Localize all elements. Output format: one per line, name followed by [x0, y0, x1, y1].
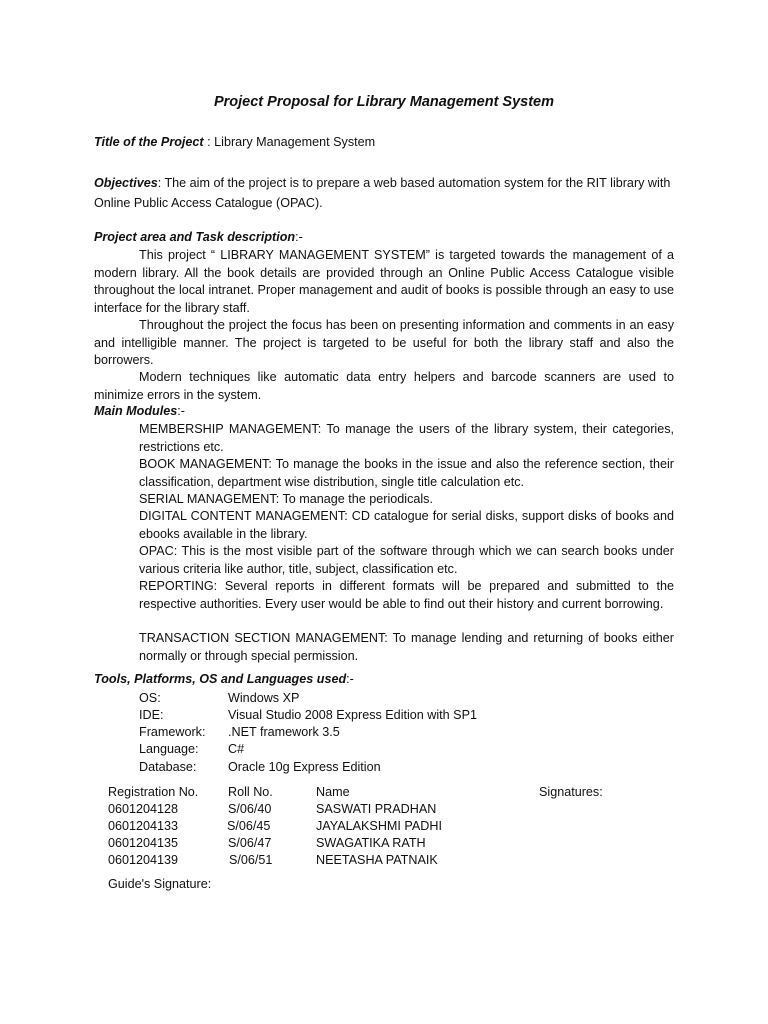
tool-key: IDE:	[139, 708, 164, 722]
name-cell: SWAGATIKA RATH	[316, 836, 426, 850]
modules-heading	[94, 404, 185, 418]
tool-key: OS:	[139, 691, 161, 705]
tool-key: Language:	[139, 742, 199, 756]
objectives-paragraph	[94, 173, 674, 213]
header-roll: Roll No.	[228, 785, 273, 799]
registration-cell: 0601204135	[108, 836, 179, 850]
name-cell: NEETASHA PATNAIK	[316, 853, 438, 867]
tool-value: Oracle 10g Express Edition	[228, 760, 381, 774]
project-title-value: : Library Management System	[203, 135, 376, 149]
tools-heading	[94, 672, 354, 686]
page-title: Project Proposal for Library Management System	[213, 94, 555, 110]
registration-cell: 0601204139	[108, 853, 179, 867]
module-digital-content: DIGITAL CONTENT MANAGEMENT: CD catalogue for serial disks, support disks of books and ebooks available in the library.	[139, 509, 674, 541]
tool-value: Windows XP	[228, 691, 300, 705]
modules-suffix: :-	[177, 404, 185, 418]
module-transaction: TRANSACTION SECTION MANAGEMENT: To manage lending and returning of books either normally or through special permission.	[139, 631, 674, 663]
roll-cell: S/06/47	[228, 836, 272, 850]
tool-key: Database:	[139, 760, 197, 774]
header-name: Name	[316, 785, 350, 799]
guide-signature-label: Guide's Signature:	[108, 877, 212, 891]
tools-suffix: :-	[346, 672, 354, 686]
header-signatures: Signatures:	[539, 785, 603, 799]
roll-cell: S/06/51	[229, 853, 273, 867]
objectives-text: : The aim of the project is to prepare a web based automation system for the RIT library with Online Public Access Catalogue (OPAC).	[94, 176, 671, 210]
tool-value: .NET framework 3.5	[228, 725, 340, 739]
task-description-suffix: :-	[295, 230, 303, 244]
name-cell: JAYALAKSHMI PADHI	[316, 819, 442, 833]
table-row	[0, 818, 768, 835]
tool-value: C#	[228, 742, 245, 756]
table-row	[0, 835, 768, 852]
task-description-heading	[94, 230, 303, 244]
task-paragraph-2: Throughout the project the focus has been on presenting information and comments in an easy and intelligible manner. The project is targeted to be useful for both the library staff and also the borrowers.	[94, 318, 674, 367]
tool-row-os	[139, 690, 639, 707]
roll-cell: S/06/45	[227, 819, 271, 833]
task-paragraph-3: Modern techniques like automatic data entry helpers and barcode scanners are used to minimize errors in the system.	[94, 370, 674, 402]
tool-row-framework	[139, 724, 639, 741]
task-description-label: Project area and Task description	[94, 230, 296, 244]
modules-label: Main Modules	[94, 404, 178, 418]
project-title-label: Title of the Project	[94, 135, 204, 149]
tool-row-ide	[139, 707, 639, 724]
project-title-line	[94, 135, 375, 149]
team-table-header	[0, 784, 768, 801]
name-cell: SASWATI PRADHAN	[316, 802, 437, 816]
tools-label: Tools, Platforms, OS and Languages used	[94, 672, 347, 686]
roll-cell: S/06/40	[228, 802, 272, 816]
table-row	[0, 801, 768, 818]
module-membership: MEMBERSHIP MANAGEMENT: To manage the users of the library system, their categories, restrictions etc.	[139, 422, 674, 454]
module-reporting: REPORTING: Several reports in different formats will be prepared and submitted to the respective authorities. Every user would be able to find out their history and current borrowing.	[139, 579, 674, 611]
task-paragraph-1: This project “ LIBRARY MANAGEMENT SYSTEM” is targeted towards the management of a modern library. All the book details are provided through an Online Public Access Catalogue visible throughout the local intranet. Proper management and audit of books is possible through an easy to use interface for the library staff.	[94, 248, 674, 315]
table-row	[0, 852, 768, 869]
tool-value: Visual Studio 2008 Express Edition with SP1	[228, 708, 477, 722]
registration-cell: 0601204133	[108, 819, 179, 833]
registration-cell: 0601204128	[108, 802, 179, 816]
module-opac: OPAC: This is the most visible part of the software through which we can search books under various criteria like author, title, subject, classification etc.	[139, 544, 674, 576]
module-book: BOOK MANAGEMENT: To manage the books in the issue and also the reference section, their classification, department wise distribution, single title calculation etc.	[139, 457, 674, 489]
tool-row-language	[139, 741, 639, 758]
module-serial: SERIAL MANAGEMENT: To manage the periodicals.	[139, 492, 433, 506]
tool-key: Framework:	[139, 725, 206, 739]
tool-row-database	[139, 759, 639, 776]
objectives-label: Objectives	[94, 176, 158, 190]
header-registration: Registration No.	[108, 785, 199, 799]
